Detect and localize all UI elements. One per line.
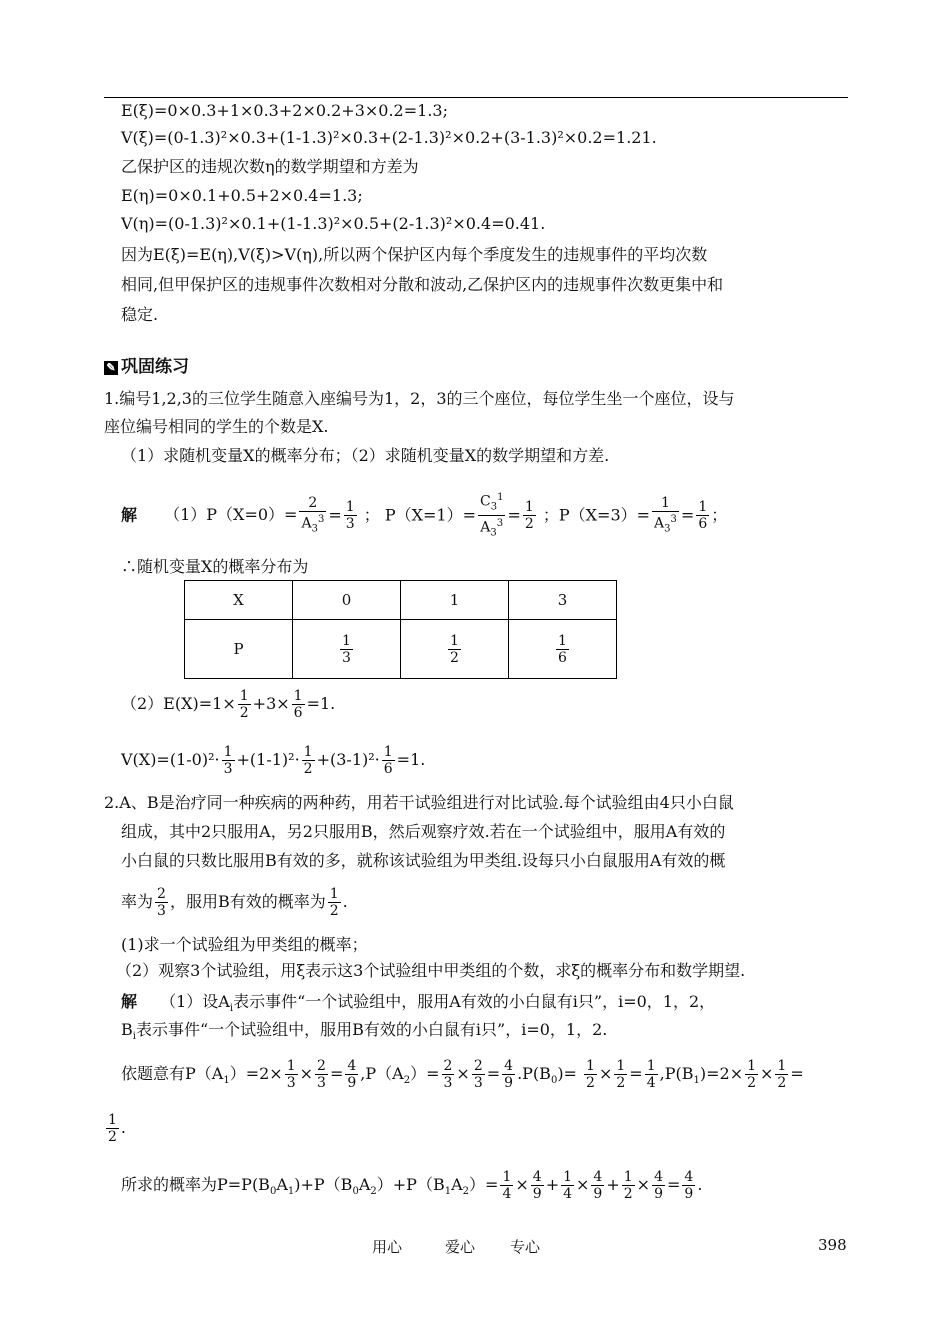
q1-line3: （1）求随机变量X的概率分布；（2）求随机变量X的数学期望和方差. (121, 446, 610, 465)
frac-den: 2 (616, 1075, 626, 1091)
q2-line4-c: . (342, 892, 348, 911)
frac-num: 1 (223, 744, 233, 760)
vx-end: =1. (396, 750, 426, 769)
sup-1: 1 (497, 492, 504, 503)
frac (682, 1169, 695, 1202)
frac-num: 1 (652, 495, 679, 512)
q1-p0-label: （1）P（X=0）= (164, 505, 298, 525)
frac (106, 1112, 119, 1145)
eq: = (328, 505, 342, 525)
frac-num: 1 (345, 499, 355, 516)
frac-num: 1 (586, 1058, 595, 1074)
q1-p3-result (696, 499, 709, 532)
prev-e-xi: E(ξ)=0×0.3+1×0.3+2×0.2+3×0.2=1.3; (121, 101, 448, 120)
footer-motto-3: 专心 (510, 1238, 541, 1256)
frac-num: 1 (646, 1058, 656, 1074)
frac-den: 6 (383, 761, 393, 777)
frac-num: 2 (317, 1058, 326, 1074)
frac-num: 4 (684, 1169, 694, 1185)
prev-conclusion-2: 相同,但甲保护区的违规事件次数相对分散和波动,乙保护区内的违规事件次数更集中和 (121, 275, 724, 294)
frac-den: 9 (347, 1075, 357, 1091)
q2-prob-line: 依题意有$P(A_1)=2\times$ $\frac{1}{3}$ × $\frac{2}{3}$ = $\frac{4}{9}$ $,P(A_2)=$ $\frac{2}{3}$ × $\frac{2}{3}$ = $\frac{4}{9}$ $.P(B_0)=$ $\frac{1}{2}$ × $\frac{1}{2}$ = $\frac{1}{4}$ $,P(B_1)=2\times$ $\frac{1}{2}$ × $\frac{1}{2}$ = (121, 1058, 804, 1091)
frac-den: 2 (586, 1075, 595, 1091)
q2-part1: (1)求一个试验组为甲类组的概率； (121, 935, 368, 954)
frac (591, 1169, 604, 1202)
frac (315, 1058, 328, 1091)
frac-den (299, 512, 326, 537)
q2-sol-line1 (121, 992, 715, 1019)
frac-num: 1 (286, 1058, 296, 1074)
sub-i: i (132, 1031, 136, 1043)
frac (500, 1169, 513, 1202)
q2-sol-line2 (121, 1020, 607, 1047)
frac-num: 4 (593, 1169, 603, 1185)
table-row (185, 581, 617, 620)
prev-e-eta: E(η)=0×0.1+0.5+2×0.4=1.3; (121, 186, 363, 205)
frac-den: 9 (532, 1186, 542, 1202)
table-cell: P (185, 620, 293, 679)
q2-line4 (121, 880, 348, 924)
frac-den (652, 512, 679, 537)
frac-num: 1 (239, 688, 249, 704)
prev-v-xi: V(ξ)=(0-1.3)²×0.3+(1-1.3)²×0.3+(2-1.3)²×0.2+(3-1.3)²×0.2=1.21. (121, 128, 657, 147)
q2-line4-b: ，服用B有效的概率为 (169, 892, 326, 911)
q2-sol-label: 解 (121, 992, 138, 1011)
q2-part2: （2）观察3个试验组，用ξ表示这3个试验组中甲类组的个数，求ξ的概率分布和数学期望. (116, 961, 746, 980)
q2-prob-intro: 依题意有P（A (121, 1064, 224, 1083)
q1-sol-label: 解 (121, 505, 138, 525)
frac-den: 3 (286, 1075, 296, 1091)
vx-start: V(X)=(1-0)²· (121, 750, 220, 769)
sub-3: 3 (490, 501, 498, 513)
sup-3: 3 (317, 513, 325, 525)
table-cell: X (185, 581, 293, 620)
frac (285, 1058, 298, 1091)
a-symbol: A (654, 515, 665, 532)
vx-mid2: +(3-1)²· (316, 750, 380, 769)
q2-sol1: （1）设A (160, 992, 230, 1011)
frac-den: 4 (502, 1186, 512, 1202)
page-number: 398 (818, 1236, 847, 1254)
prev-v-eta: V(η)=(0-1.3)²×0.1+(1-1.3)²×0.5+(2-1.3)²×0.4=0.41. (121, 214, 546, 233)
section-title-text: 巩固练习 (121, 357, 189, 377)
table-row (185, 620, 617, 679)
c-symbol: C (480, 493, 491, 510)
frac-den: 6 (698, 516, 708, 533)
frac-num: 4 (347, 1058, 357, 1074)
frac-num: 4 (532, 1169, 542, 1185)
sup-3: 3 (496, 518, 504, 530)
frac-den: 3 (317, 1075, 326, 1091)
q1-p1-result (523, 499, 536, 532)
frac-den: 2 (777, 1075, 787, 1091)
frac-num: 1 (747, 1058, 757, 1074)
frac-den: 9 (504, 1075, 514, 1091)
footer-motto-1: 用心 (372, 1238, 403, 1256)
q2-sol2: B (121, 1020, 133, 1039)
ex-start: （2）E(X)=1× (121, 694, 236, 713)
frac-den: 3 (443, 1075, 453, 1091)
table-cell (293, 620, 401, 679)
frac-num: 1 (524, 499, 534, 516)
cell-frac (340, 633, 353, 666)
frac-den: 6 (293, 705, 303, 721)
frac-den: 3 (473, 1075, 483, 1091)
frac-den: 3 (157, 903, 166, 919)
frac-den: 3 (223, 761, 233, 777)
frac (652, 1169, 665, 1202)
vx-mid1: +(1-1)²· (236, 750, 300, 769)
frac-den: 6 (558, 649, 567, 666)
pencil-icon: ✎ (104, 361, 118, 375)
q1-line2: 座位编号相同的学生的个数是X. (104, 417, 329, 436)
frac (328, 886, 341, 919)
frac-num: 1 (623, 1169, 633, 1185)
q2-line3: 小白鼠的只数比服用B有效的多，就称该试验组为甲类组.设每只小白鼠服用A有效的概 (121, 851, 726, 870)
frac-num: 1 (108, 1112, 117, 1128)
frac-num: 1 (329, 886, 339, 902)
frac-den: 9 (593, 1186, 603, 1202)
frac-num (478, 490, 505, 516)
frac (238, 688, 251, 721)
q2-sum-line: 所求的概率为$P=P(B_0A_1)+P(B_0A_2)+P(B_1A_2)=$ $\frac{1}{4}$ × $\frac{4}{9}$ + $\frac{1}{4}$ × $\frac{4}{9}$ + $\frac{1}{2}$ × $\frac{4}{9}$ = $\frac{4}{9}$ . (121, 1169, 703, 1202)
frac-den: 2 (303, 761, 313, 777)
frac-num: 1 (450, 632, 459, 649)
frac-num: 1 (616, 1058, 626, 1074)
q2-line1: 2.A、B是治疗同一种疾病的两种药，用若干试验组进行对比试验.每个试验组由4只小白鼠 (104, 793, 734, 812)
q2-line2: 组成，其中2只服用A，另2只服用B，然后观察疗效.若在一个试验组中，服用A有效的 (121, 822, 726, 841)
semicolon: ； (711, 505, 728, 525)
frac-den: 2 (623, 1186, 633, 1202)
frac (745, 1058, 758, 1091)
frac (622, 1169, 635, 1202)
frac-num: 2 (473, 1058, 483, 1074)
frac-den: 9 (654, 1186, 663, 1202)
prev-yi-intro: 乙保护区的违规次数η的数学期望和方差为 (121, 157, 419, 176)
eq: = (507, 505, 521, 525)
cell-frac (448, 633, 461, 666)
frac-num: 2 (299, 495, 326, 512)
frac-den: 2 (108, 1129, 117, 1145)
table-cell: 0 (293, 581, 401, 620)
frac (155, 886, 168, 919)
q1-p1-label: ； P（X=1）= (363, 505, 476, 525)
q1-p3-frac (652, 495, 679, 537)
frac-num: 1 (698, 499, 708, 516)
frac (222, 744, 235, 777)
table-cell: 3 (509, 581, 617, 620)
frac-den: 4 (563, 1186, 573, 1202)
frac (645, 1058, 658, 1091)
frac-den: 2 (747, 1075, 757, 1091)
q2-prob-sum: 所求的概率为P=P(B (121, 1175, 270, 1194)
frac-num: 1 (383, 744, 393, 760)
q1-dist-intro: ∴随机变量X的概率分布为 (121, 557, 309, 576)
section-title (104, 357, 189, 377)
q1-solution-line (121, 490, 727, 542)
frac-num: 2 (443, 1058, 453, 1074)
frac-den: 2 (239, 705, 249, 721)
frac (472, 1058, 485, 1091)
frac-num: 4 (654, 1169, 663, 1185)
frac-num: 1 (502, 1169, 512, 1185)
frac-den: 4 (646, 1075, 656, 1091)
footer-motto-2: 爱心 (445, 1238, 476, 1256)
frac-num: 2 (157, 886, 166, 902)
q1-p0-result (344, 499, 357, 532)
prev-conclusion-1: 因为E(ξ)=E(η),V(ξ)>V(η),所以两个保护区内每个季度发生的违规事件的平均次数 (121, 245, 708, 264)
frac-num: 4 (504, 1058, 514, 1074)
a-symbol: A (480, 520, 491, 537)
frac-den: 3 (345, 516, 355, 533)
frac-den: 9 (684, 1186, 694, 1202)
sub-1: 1 (223, 1075, 230, 1087)
frac-den: 3 (342, 649, 351, 666)
table-cell (401, 620, 509, 679)
q2-prob-wrap: $\frac{1}{2}$ . (108, 1112, 127, 1145)
table-cell (509, 620, 617, 679)
frac (531, 1169, 544, 1202)
eq: = (680, 505, 695, 525)
q2-line4-a: 率为 (121, 892, 154, 911)
frac-den (478, 516, 505, 541)
distribution-table (184, 580, 617, 679)
cell-frac (556, 633, 569, 666)
header-rule (104, 97, 848, 98)
frac (614, 1058, 627, 1091)
prev-conclusion-3: 稳定. (121, 305, 159, 324)
frac-den: 2 (524, 516, 534, 533)
frac-den: 2 (329, 903, 339, 919)
q1-vx-line (121, 740, 425, 780)
q2-sol2b: 表示事件“一个试验组中，服用B有效的小白鼠有i只”，i=0，1，2. (135, 1020, 608, 1039)
frac-num: 1 (293, 688, 303, 704)
sub-i: i (229, 1003, 234, 1015)
frac (345, 1058, 358, 1091)
ex-mid: +3× (252, 694, 290, 713)
q1-p1-frac (478, 490, 505, 542)
a-symbol: A (301, 515, 312, 532)
frac-num: 1 (342, 632, 351, 649)
q1-p0-frac (299, 495, 326, 537)
frac (502, 1058, 515, 1091)
q2-sol1b: 表示事件“一个试验组中，服用A有效的小白鼠有i只”，i=0，1，2， (233, 992, 716, 1011)
q1-p3-label: ；P（X=3）= (542, 505, 651, 525)
frac-den: 2 (450, 649, 459, 666)
q1-line1: 1.编号1,2,3的三位学生随意入座编号为1，2，3的三个座位，每位学生坐一个座位，设与 (104, 389, 735, 408)
sub-3: 3 (664, 523, 671, 535)
frac-num: 1 (558, 632, 567, 649)
frac (292, 688, 305, 721)
frac-num: 1 (777, 1058, 787, 1074)
frac (561, 1169, 574, 1202)
table-cell: 1 (401, 581, 509, 620)
sup-3: 3 (670, 513, 677, 525)
ex-end: =1. (306, 694, 336, 713)
frac (382, 744, 395, 777)
frac-num: 1 (563, 1169, 573, 1185)
sub-3: 3 (311, 523, 318, 535)
sub-3: 3 (490, 527, 497, 539)
frac (584, 1058, 597, 1091)
frac (775, 1058, 788, 1091)
frac (302, 744, 315, 777)
q1-ex-line (121, 684, 335, 724)
frac (442, 1058, 455, 1091)
frac-num: 1 (303, 744, 313, 760)
sub-2: 2 (403, 1075, 411, 1087)
